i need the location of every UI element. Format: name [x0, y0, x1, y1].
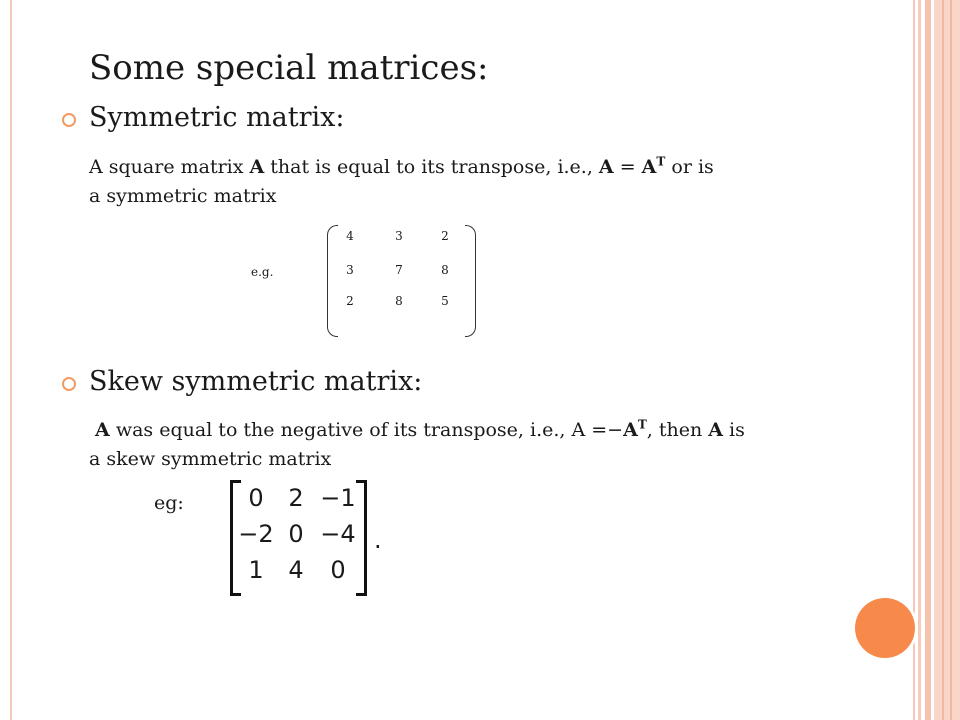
definition-superscript: T	[656, 154, 666, 169]
section-heading-skew-symmetric: Skew symmetric matrix:	[89, 366, 423, 397]
matrix-cell: 2	[288, 484, 304, 512]
matrix-cell: 2	[441, 229, 449, 243]
matrix-cell: 0	[288, 520, 304, 548]
matrix-cell: 0	[248, 484, 264, 512]
definition-bold: A	[95, 419, 110, 441]
matrix-cell: 3	[346, 263, 354, 277]
matrix-cell: −4	[320, 520, 356, 548]
decorative-stripe	[918, 0, 921, 720]
matrix-cell: −2	[238, 520, 274, 548]
decorative-circle	[855, 598, 915, 658]
definition-bold: A	[708, 419, 723, 441]
matrix-cell: 4	[288, 556, 304, 584]
definition-text: or is	[665, 156, 714, 178]
definition-superscript: T	[637, 417, 647, 432]
example-label: e.g.	[251, 265, 274, 279]
definition-text: =	[613, 156, 642, 178]
matrix-cell: 8	[395, 294, 403, 308]
skew-symmetric-matrix-example	[228, 478, 388, 596]
matrix-cell: 5	[441, 294, 449, 308]
definition-bold: A	[598, 156, 614, 178]
definition-text: that is equal to its transpose, i.e.,	[264, 156, 599, 178]
matrix-cell: 0	[330, 556, 346, 584]
matrix-cell: 7	[395, 263, 403, 277]
definition-text: was equal to the negative of its transpose, i.e., A =−	[109, 419, 624, 441]
bullet-circle-icon	[62, 377, 76, 391]
matrix-cell: −1	[320, 484, 356, 512]
skew-symmetric-definition	[89, 416, 889, 474]
definition-text: , then	[646, 419, 709, 441]
matrix-cell: 4	[346, 229, 354, 243]
symmetric-matrix-example	[240, 215, 488, 342]
matrix-cell: 1	[248, 556, 264, 584]
decorative-stripe	[925, 0, 931, 720]
matrix-cell: 2	[346, 294, 354, 308]
definition-text: a skew symmetric matrix	[89, 448, 332, 470]
decorative-stripe	[934, 0, 960, 720]
decorative-stripe	[950, 0, 952, 720]
matrix-right-bracket	[465, 225, 476, 337]
definition-text: a symmetric matrix	[89, 185, 277, 207]
definition-text: A square matrix	[89, 156, 250, 178]
slide-title: Some special matrices:	[89, 48, 489, 88]
example-label: eg:	[154, 492, 184, 514]
matrix-left-bracket	[327, 225, 338, 337]
definition-bold: A	[641, 156, 657, 178]
definition-bold: A	[623, 419, 638, 441]
matrix-cell: 8	[441, 263, 449, 277]
symmetric-definition	[89, 153, 869, 211]
section-heading-symmetric: Symmetric matrix:	[89, 102, 345, 133]
decorative-stripe	[942, 0, 944, 720]
definition-text: is	[723, 419, 745, 441]
definition-bold: A	[249, 156, 265, 178]
bullet-circle-icon	[62, 113, 76, 127]
matrix-cell: 3	[395, 229, 403, 243]
matrix-trailing-period: .	[374, 526, 382, 554]
